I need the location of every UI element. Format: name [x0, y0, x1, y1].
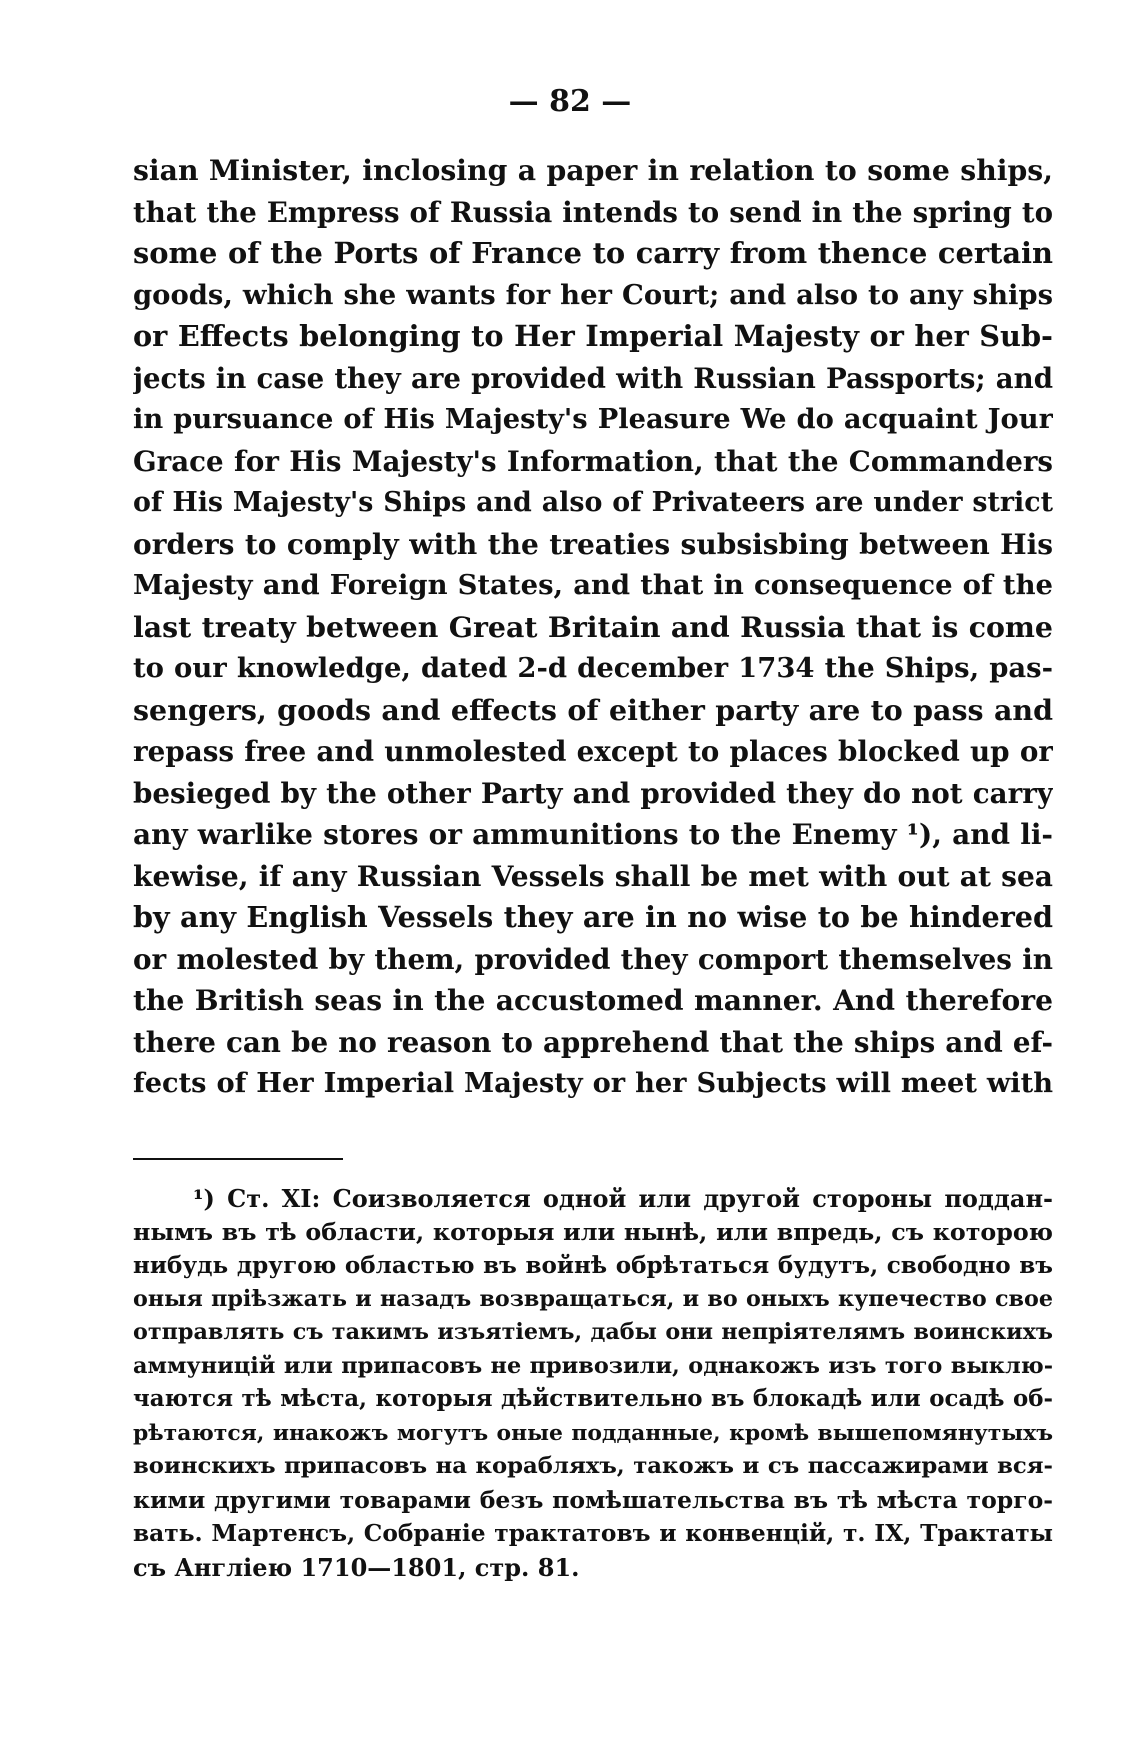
footnote-line: оныя пріѣзжать и назадъ возвращаться, и во оныхъ купечество свое [133, 1285, 1053, 1312]
text-line: Majesty and Foreign States, and that in consequence of the [133, 569, 1053, 601]
footnote-line: вать. Мартенсъ, Собраніе трактатовъ и конвенцій, т. IX, Трактаты [133, 1520, 1053, 1547]
main-text-block [133, 150, 1053, 1105]
text-line: some of the Ports of France to carry from thence certain [133, 236, 1053, 270]
text-line: any warlike stores or ammunitions to the Enemy ¹), and li- [133, 818, 1053, 851]
text-line: sian Minister, inclosing a paper in relation to some ships, [133, 153, 1053, 187]
footnote-line: отправлять съ такимъ изъятіемъ, дабы они непріятелямъ воинскихъ [133, 1319, 1053, 1345]
footnote-block [133, 1182, 1053, 1584]
footnote-line: съ Англіею 1710—1801, стр. 81. [133, 1552, 580, 1582]
text-line: jects in case they are provided with Russian Passports; and [133, 361, 1053, 395]
text-line: sengers, goods and effects of either party are to pass and [133, 692, 1053, 727]
text-line: of His Majesty's Ships and also of Privateers are under strict [133, 487, 1053, 518]
text-line: to our knowledge, dated 2-d december 1734 the Ships, pas- [133, 652, 1053, 684]
text-line: Grace for His Majesty's Information, that the Commanders [133, 444, 1053, 478]
text-line: repass free and unmolested except to places blocked up or [133, 735, 1053, 768]
text-line: goods, which she wants for her Court; and also to any ships [133, 278, 1053, 311]
text-line: kewise, if any Russian Vessels shall be met with out at sea [133, 859, 1053, 893]
text-line: by any English Vessels they are in no wise to be hindered [133, 900, 1053, 934]
text-line: the British seas in the accustomed manner. And therefore [133, 984, 1053, 1017]
text-line: or Effects belonging to Her Imperial Majesty or her Sub- [133, 319, 1053, 353]
text-line: orders to comply with the treaties subsisbing between His [133, 527, 1053, 561]
text-line: that the Empress of Russia intends to send in the spring to [133, 195, 1053, 229]
footnote-line: рѣтаются, инакожъ могутъ оные подданные, кромѣ вышепомянутыхъ [133, 1419, 1053, 1446]
footnote-divider [133, 1158, 343, 1160]
footnote-line: воинскихъ припасовъ на корабляхъ, такожъ и съ пассажирами вся- [133, 1453, 1053, 1479]
footnote-line: нымъ въ тѣ области, которыя или нынѣ, или впредь, съ которою [133, 1217, 1053, 1246]
text-line: or molested by them, provided they comport themselves in [133, 942, 1053, 976]
page-number: — 82 — [508, 84, 632, 119]
footnote-line: аммуницій или припасовъ не привозили, однакожъ изъ того выклю- [133, 1352, 1053, 1379]
text-line: besieged by the other Party and provided they do not carry [133, 776, 1053, 810]
text-line: fects of Her Imperial Majesty or her Subjects will meet with [133, 1067, 1053, 1099]
text-line: last treaty between Great Britain and Russia that is come [133, 609, 1053, 644]
footnote-line: чаются тѣ мѣста, которыя дѣйствительно въ блокадѣ или осадѣ об- [133, 1386, 1053, 1412]
footnote-line: нибудь другою областью въ войнѣ обрѣтаться будутъ, свободно въ [133, 1252, 1053, 1279]
text-line: in pursuance of His Majesty's Pleasure We do acquaint Jour [133, 403, 1053, 435]
text-line: there can be no reason to apprehend that the ships and ef- [133, 1025, 1053, 1059]
footnote-line: ¹) Ст. XI: Соизволяется одной или другой стороны поддан- [193, 1184, 1053, 1213]
footnote-line: кими другими товарами безъ помѣшательства въ тѣ мѣста торго- [133, 1485, 1053, 1514]
